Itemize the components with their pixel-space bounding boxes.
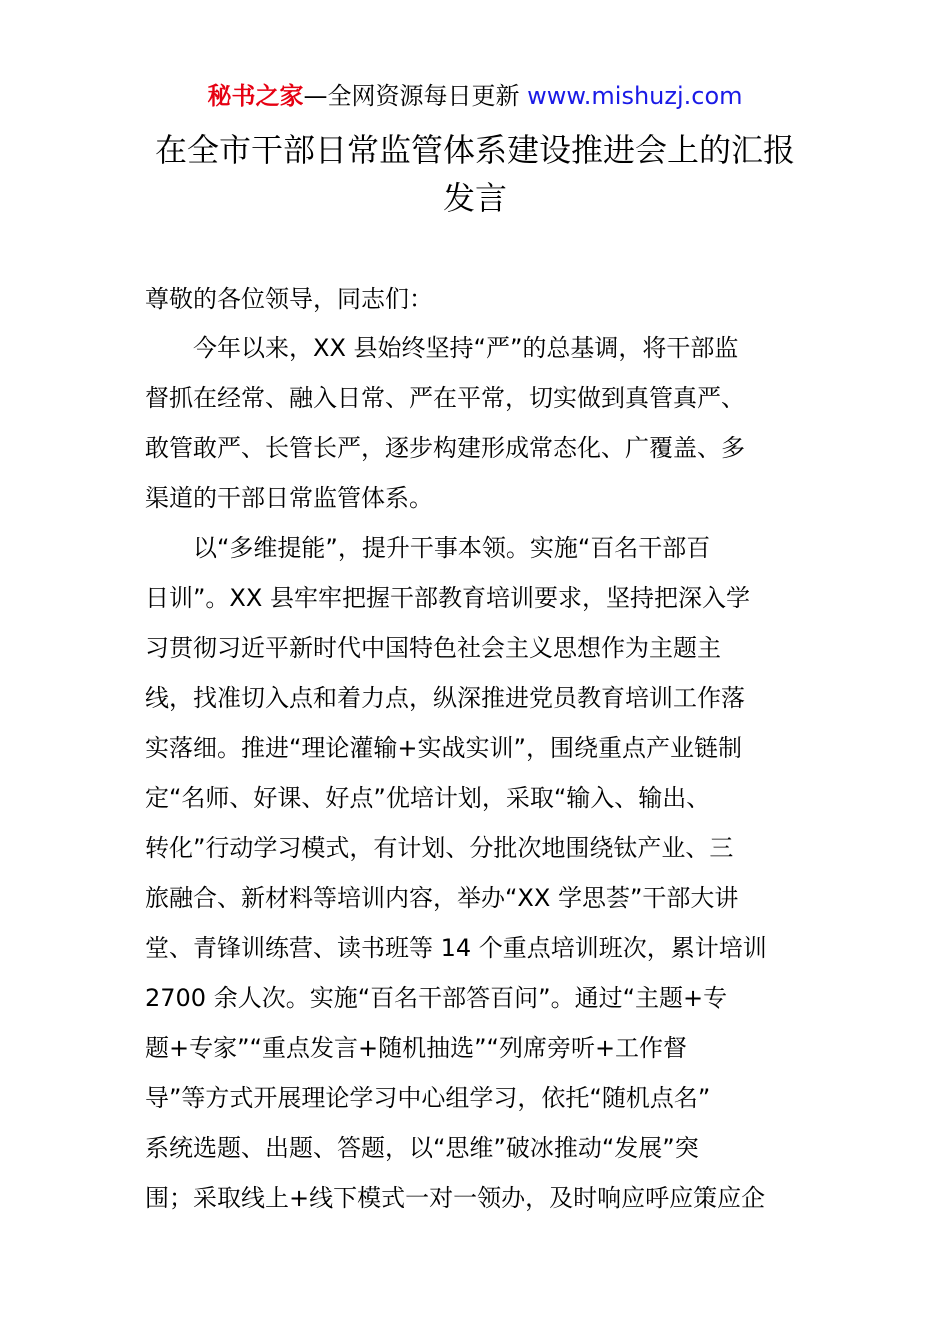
paragraph-line: 督抓在经常、融入日常、严在平常，切实做到真管真严、 xyxy=(145,384,745,412)
paragraph-line: 2700 余人次。实施“百名干部答百问”。通过“主题+专 xyxy=(145,984,728,1012)
site-brand: 秘书之家 xyxy=(207,82,304,110)
document-title-line-1: 在全市干部日常监管体系建设推进会上的汇报 xyxy=(154,131,795,169)
paragraph-line: 今年以来，XX 县始终坚持“严”的总基调，将干部监 xyxy=(145,334,739,362)
paragraph-line: 题+专家”“重点发言+随机抽选”“列席旁听+工作督 xyxy=(145,1034,688,1062)
paragraph-2 xyxy=(145,528,810,1228)
paragraph-line: 实落细。推进“理论灌输+实战实训”，围绕重点产业链制 xyxy=(145,734,742,762)
paragraph-line: 导”等方式开展理论学习中心组学习，依托“随机点名” xyxy=(145,1084,711,1112)
paragraph-line: 习贯彻习近平新时代中国特色社会主义思想作为主题主 xyxy=(145,634,721,662)
paragraph-1 xyxy=(145,328,810,528)
paragraph-line: 转化”行动学习模式，有计划、分批次地围绕钛产业、三 xyxy=(145,834,734,862)
paragraph-line: 线，找准切入点和着力点，纵深推进党员教育培训工作落 xyxy=(145,684,745,712)
document-title xyxy=(145,126,805,222)
site-header xyxy=(0,80,950,112)
paragraph-line: 渠道的干部日常监管体系。 xyxy=(145,484,433,512)
site-tagline: —全网资源每日更新 xyxy=(303,82,528,110)
paragraph-line: 日训”。XX 县牢牢把握干部教育培训要求，坚持把深入学 xyxy=(145,584,750,612)
paragraph-line: 敢管敢严、长管长严，逐步构建形成常态化、广覆盖、多 xyxy=(145,434,745,462)
paragraph-line: 围；采取线上+线下模式一对一领办，及时响应呼应策应企 xyxy=(145,1184,766,1212)
paragraph-line: 定“名师、好课、好点”优培计划，采取“输入、输出、 xyxy=(145,784,711,812)
paragraph-line: 旅融合、新材料等培训内容，举办“XX 学思荟”干部大讲 xyxy=(145,884,739,912)
paragraph-line: 以“多维提能”，提升干事本领。实施“百名干部百 xyxy=(145,534,711,562)
paragraph-line: 系统选题、出题、答题，以“思维”破冰推动“发展”突 xyxy=(145,1134,699,1162)
document-title-line-2: 发言 xyxy=(442,179,507,217)
site-url-link[interactable]: www.mishuzj.com xyxy=(527,82,743,110)
paragraph-line: 堂、青锋训练营、读书班等 14 个重点培训班次，累计培训 xyxy=(145,934,767,962)
salutation: 尊敬的各位领导，同志们： xyxy=(145,285,433,313)
